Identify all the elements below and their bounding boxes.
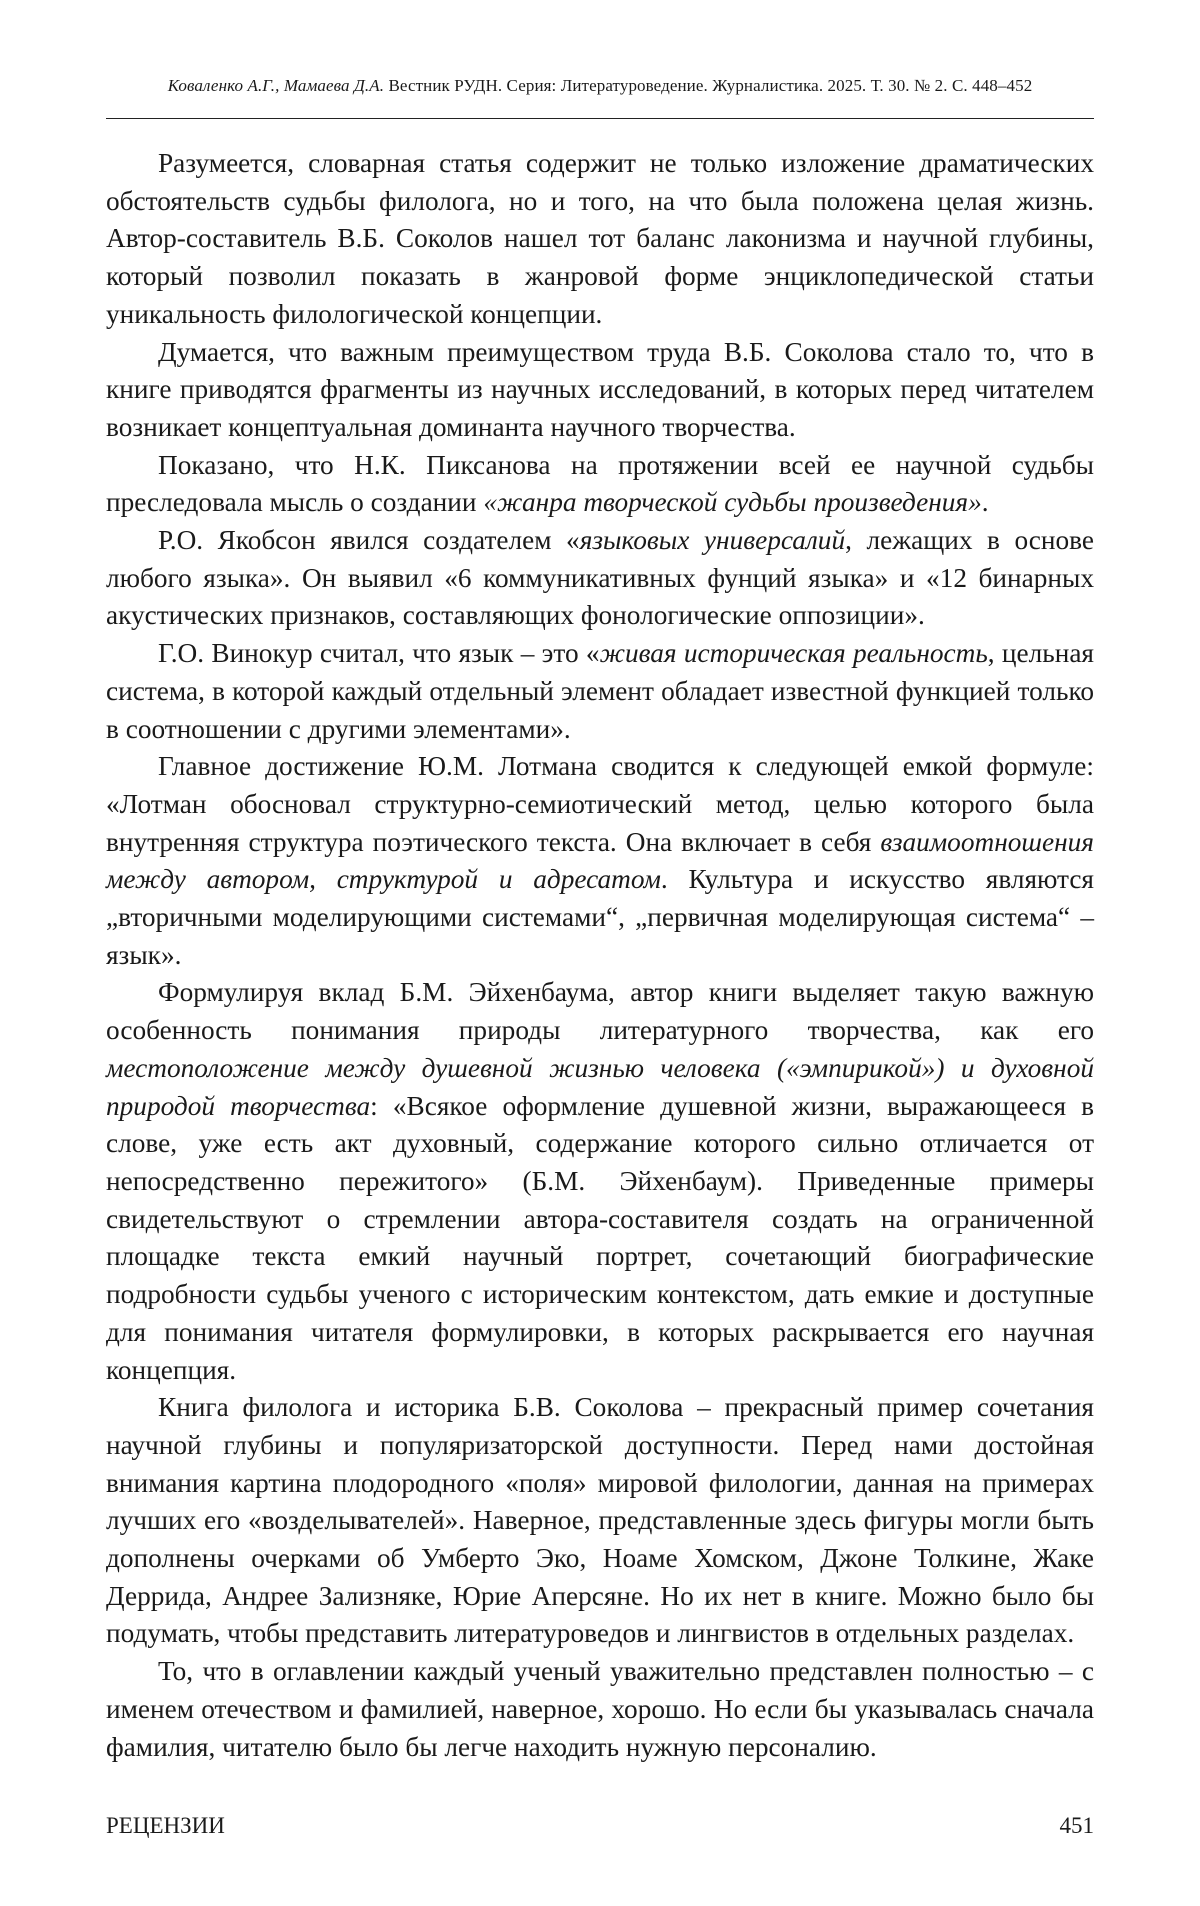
paragraph-text: Формулируя вклад Б.М. Эйхенбаума, автор книги выделяет такую важную особенность понимания природы литературного творчества, как его [106, 977, 1094, 1046]
paragraph-text: То, что в оглавлении каждый ученый уважительно представлен полностью – с именем отечеством и фамилией, наверное, хорошо. Но если бы указывалась сначала фамилия, читателю было бы легче находить нужную персоналию. [106, 1656, 1094, 1762]
footer-section-title: РЕЦЕНЗИИ [106, 1813, 225, 1838]
italic-quote: «жанра творческой судьбы произведения» [483, 487, 982, 518]
paragraph-text: Р.О. Якобсон явился создателем « [158, 525, 580, 556]
paragraph-text: Г.О. Винокур считал, что язык – это « [158, 638, 600, 669]
paragraph-text: : «Всякое оформление душевной жизни, выражающееся в слове, уже есть акт духовный, содержание которого сильно отличается от непосредственно пережитого» (Б.М. Эйхенбаум). Приведенные примеры свидетельствуют о стремлении автора-составителя создать на ограниченной площадке текста емкий научный портрет, сочетающий биографические подробности судьбы ученого с историческим контекстом, дать емкие и доступные для понимания читателя формулировки, в которых раскрывается его научная концепция. [106, 1090, 1094, 1385]
paragraph-text: , лежащих в основе любого языка». Он выявил «6 коммуникативных фунций языка» и «12 бинарных акустических признаков, составляющих фонологические оппозиции». [106, 525, 1094, 631]
page-number: 451 [1059, 1813, 1094, 1838]
paragraph-text: . [981, 487, 989, 518]
italic-term: взаимоотношения между автором, структурой и адресатом [106, 826, 1094, 895]
italic-term: языковых универсалий [579, 525, 846, 556]
paragraph-text: Разумеется, словарная статья содержит не только изложение драматических обстоятельств судьбы филолога, но и того, на что была положена целая жизнь. Автор-составитель В.Б. Соколов нашел тот баланс лаконизма и научной глубины, который позволил показать в жанровой форме энциклопедической статьи уникальность филологической концепции. [106, 148, 1094, 329]
paragraph [106, 522, 1094, 635]
article-body [106, 145, 1094, 1766]
paragraph [106, 974, 1094, 1389]
paragraph-text: Книга филолога и историка Б.В. Соколова – прекрасный пример сочетания научной глубины и популяризаторской доступности. Перед нами достойная внимания картина плодородного «поля» мировой филологии, данная на примерах лучших его «возделывателей». Наверное, представленные здесь фигуры могли быть дополнены очерками об Умберто Эко, Ноаме Хомском, Джоне Толкине, Жаке Деррида, Андрее Зализняке, Юрие Аперсяне. Но их нет в книге. Можно было бы подумать, чтобы представить литературоведов и лингвистов в отдельных разделах. [106, 1392, 1094, 1649]
paragraph [106, 635, 1094, 748]
paragraph-text: Главное достижение Ю.М. Лотмана сводится к следующей емкой формуле: «Лотман обосновал структурно-семиотический метод, целью которого была внутренняя структура поэтического текста. Она включает в себя [106, 751, 1094, 857]
paragraph-text: , цельная система, в которой каждый отдельный элемент обладает известной функцией только в соотношении с другими элементами». [106, 638, 1094, 744]
paragraph-text: . Культура и искусство являются „вторичными моделирующими системами“, „первичная моделирующая система“ – язык». [106, 864, 1094, 970]
header-citation: Вестник РУДН. Серия: Литературоведение. Журналистика. 2025. Т. 30. № 2. С. 448–452 [388, 76, 1033, 95]
paragraph [106, 447, 1094, 522]
italic-term: живая историческая реальность [599, 638, 988, 669]
header-rule [106, 118, 1094, 119]
paragraph [106, 145, 1094, 334]
paragraph-text: Показано, что Н.К. Пиксанова на протяжении всей ее научной судьбы преследовала мысль о создании [106, 449, 1094, 518]
running-header [106, 76, 1094, 96]
paragraph [106, 334, 1094, 447]
paragraph-text: Думается, что важным преимуществом труда В.Б. Соколова стало то, что в книге приводятся фрагменты из научных исследований, в которых перед читателем возникает концептуальная доминанта научного творчества. [106, 336, 1094, 442]
paragraph [106, 1389, 1094, 1653]
italic-term: местоположение между душевной жизнью человека («эмпирикой») и духовной природой творчества [106, 1052, 1094, 1121]
paragraph [106, 1653, 1094, 1766]
header-authors: Коваленко А.Г., Мамаева Д.А. [167, 76, 385, 95]
paragraph [106, 748, 1094, 974]
